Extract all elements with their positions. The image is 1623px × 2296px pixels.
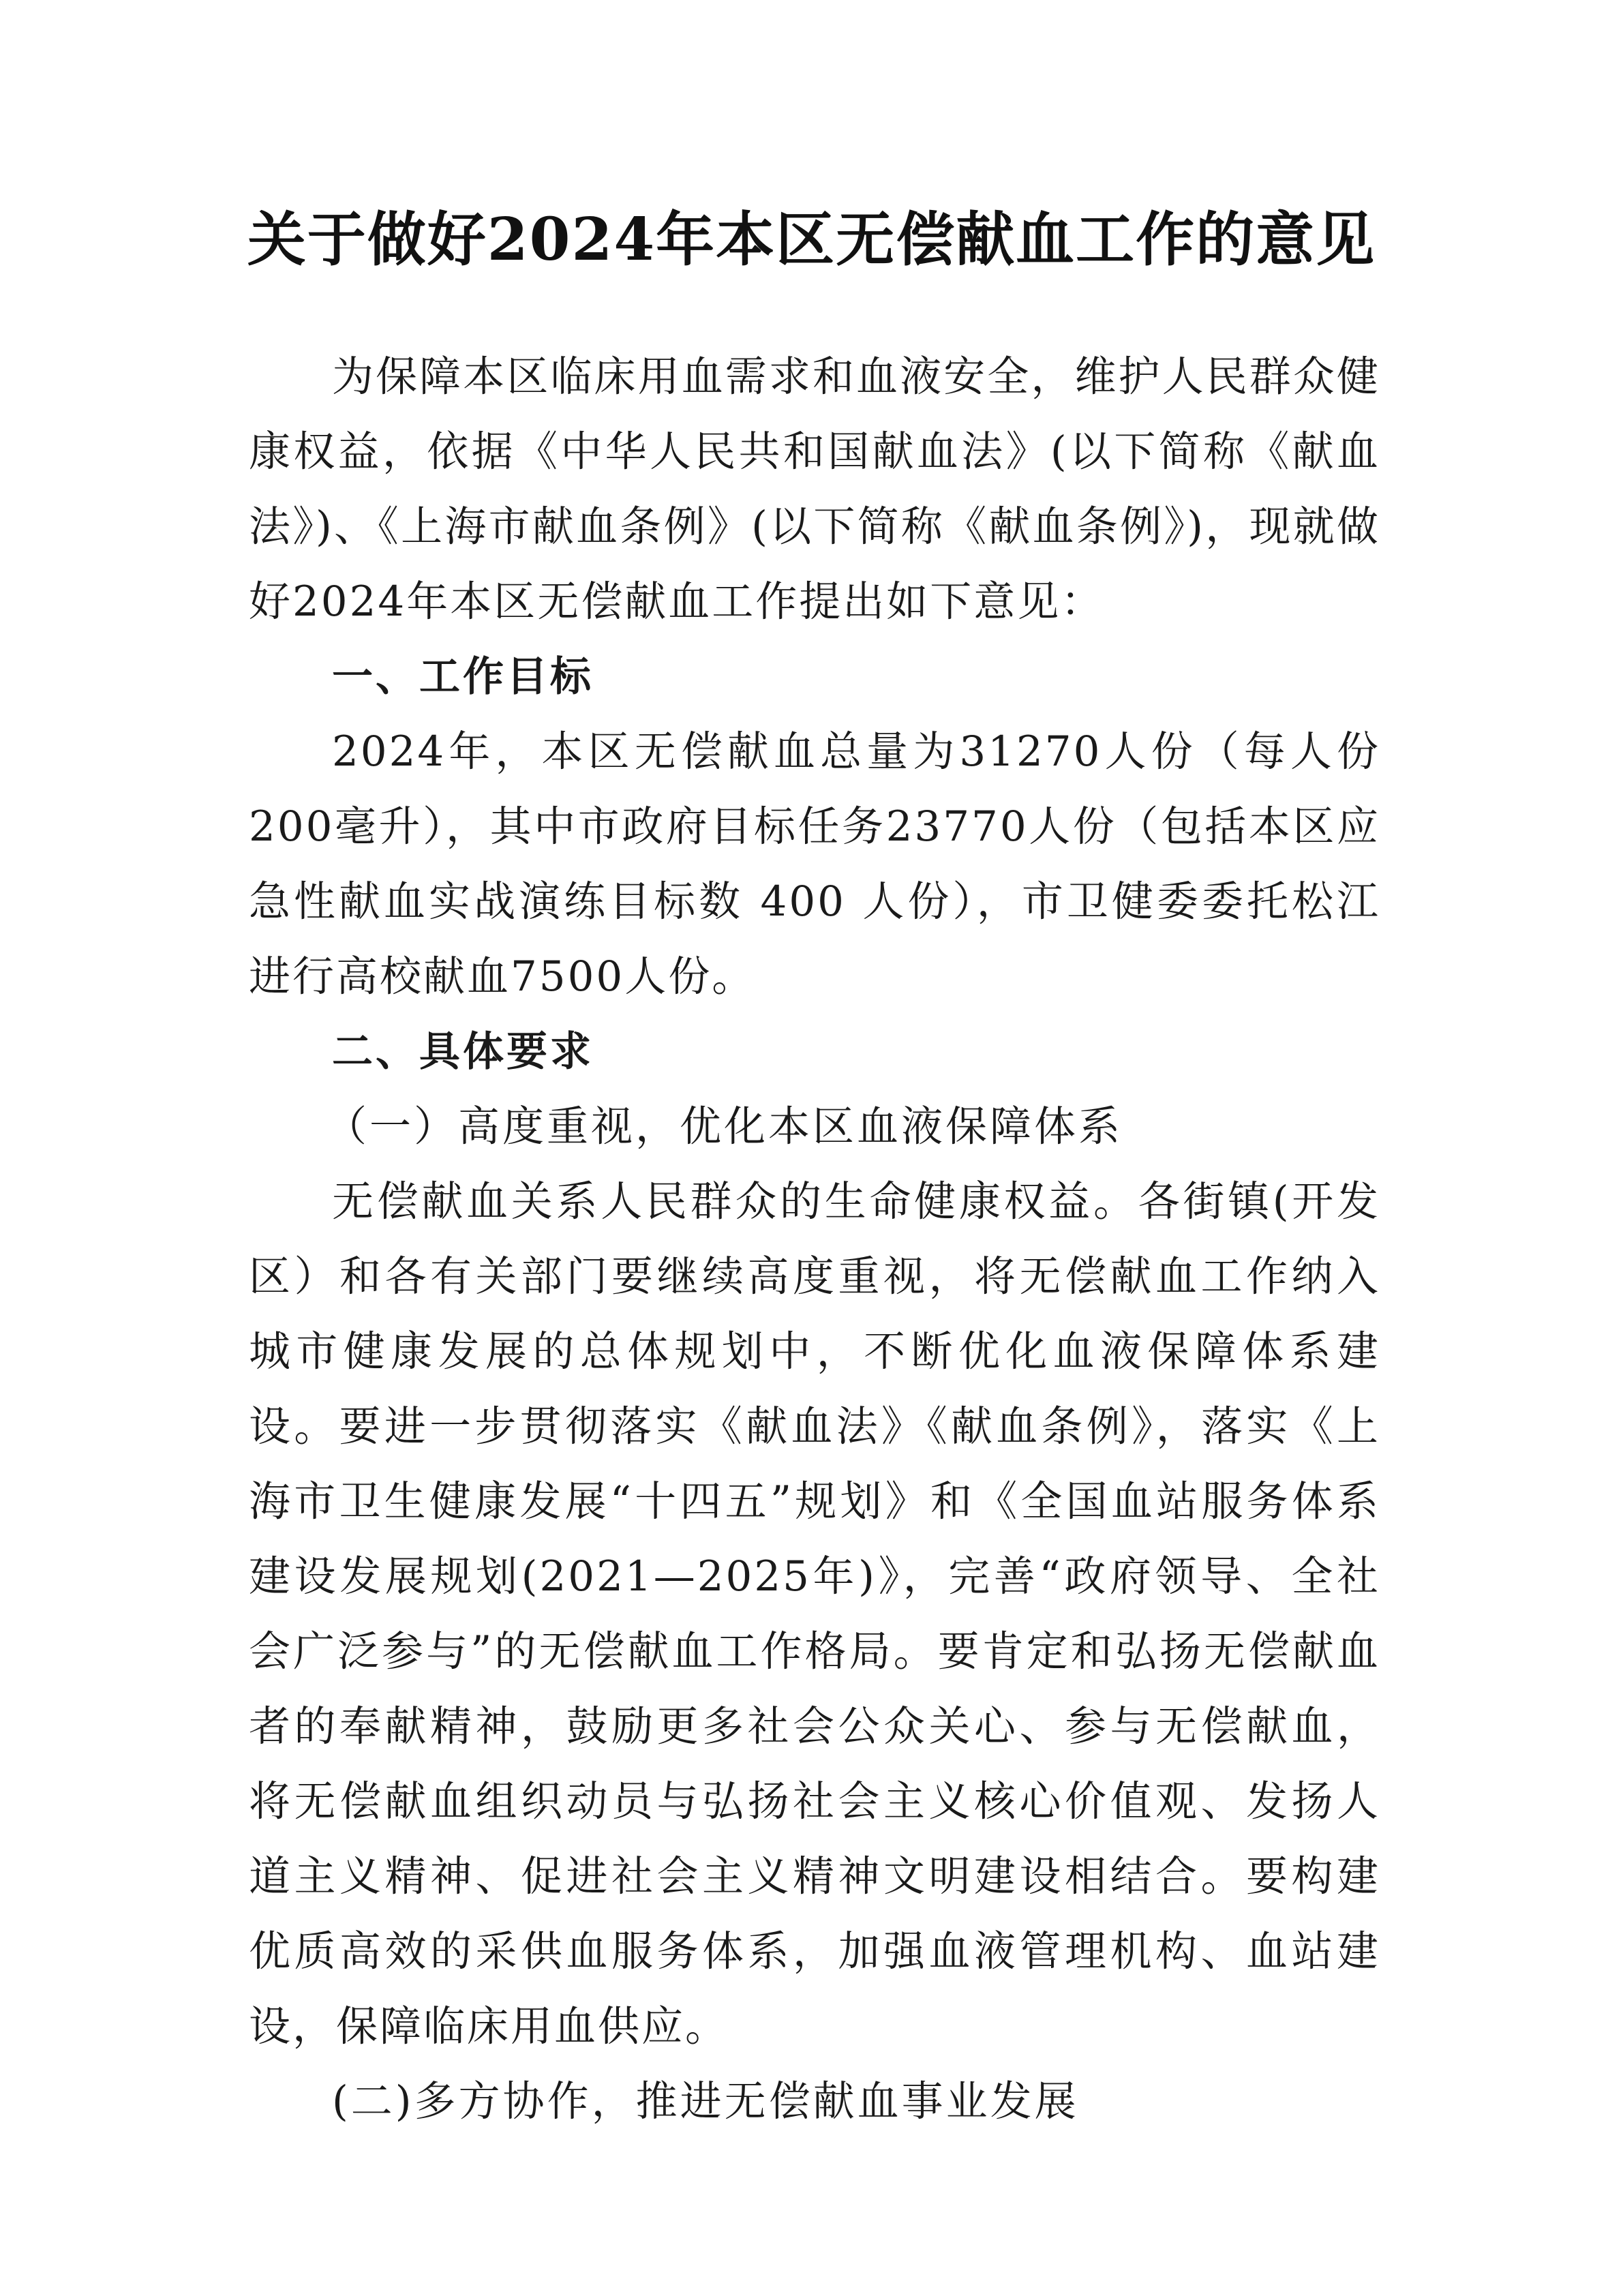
subsection-heading-1: （一）高度重视，优化本区血液保障体系 [325, 1102, 1123, 1151]
goals-paragraph: 2024年，本区无偿献血总量为31270人份（每人份200毫升），其中市政府目标任务23770人份（包括本区应急性献血实战演练目标数 400 人份），市卫健委委托松江进行高校献血7500人份。 [249, 727, 1380, 1001]
intro-paragraph: 为保障本区临床用血需求和血液安全，维护人民群众健康权益，依据《中华人民共和国献血法》(以下简称《献血法》)、《上海市献血条例》(以下简称《献血条例》)，现就做好2024年本区无偿献血工作提出如下意见： [249, 352, 1380, 626]
subsection-heading-2: (二)多方协作，推进无偿献血事业发展 [332, 2077, 1079, 2126]
subsection-1-paragraph: 无偿献血关系人民群众的生命健康权益。各街镇(开发区）和各有关部门要继续高度重视，将无偿献血工作纳入城市健康发展的总体规划中，不断优化血液保障体系建设。要进一步贯彻落实《献血法》《献血条例》，落实《上海市卫生健康发展“十四五”规划》和《全国血站服务体系建设发展规划(2021—2025年)》，完善“政府领导、全社会广泛参与”的无偿献血工作格局。要肯定和弘扬无偿献血者的奉献精神，鼓励更多社会公众关心、参与无偿献血，将无偿献血组织动员与弘扬社会主义核心价值观、发扬人道主义精神、促进社会主义精神文明建设相结合。要构建优质高效的采供血服务体系，加强血液管理机构、血站建设，保障临床用血供应。 [249, 1177, 1380, 2051]
section-heading-goals: 一、工作目标 [332, 653, 594, 701]
section-heading-requirements: 二、具体要求 [332, 1028, 594, 1076]
document-title: 关于做好2024年本区无偿献血工作的意见 [247, 205, 1376, 274]
document-body [249, 339, 1380, 2139]
